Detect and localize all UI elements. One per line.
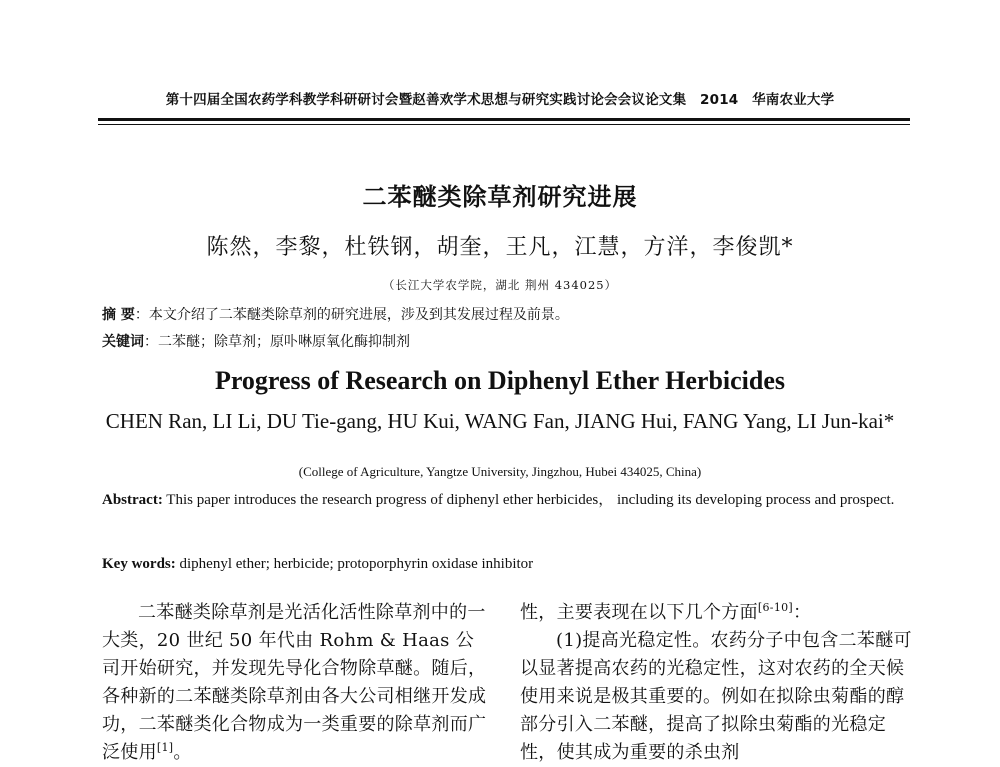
english-abstract (102, 485, 902, 515)
english-abstract-label: Abstract: (102, 492, 163, 508)
chinese-keywords-text: ：二苯醚；除草剂；原卟啉原氧化酶抑制剂 (144, 334, 410, 350)
chinese-keywords-label: 关键词 (102, 334, 144, 350)
chinese-authors: 陈然，李黎，杜铁钢，胡奎，王凡，江慧，方洋，李俊凯* (206, 235, 794, 260)
english-abstract-text: This paper introduces the research progress of diphenyl ether herbicides， including its developing process and prospect. (162, 492, 895, 508)
citation-ref: [6-10] (757, 601, 794, 614)
body-column-left (102, 599, 492, 767)
chinese-abstract-label: 摘 要 (102, 307, 135, 323)
citation-ref: [1] (156, 741, 174, 754)
header-rule-thin (98, 124, 910, 125)
chinese-abstract (102, 304, 569, 324)
english-affiliation: (College of Agriculture, Yangtze University, Jingzhou, Hubei 434025, China) (298, 464, 702, 479)
english-title: Progress of Research on Diphenyl Ether Herbicides (214, 366, 786, 395)
chinese-affiliation: （长江大学农学院，湖北 荆州 434025） (382, 278, 618, 292)
body-text: 。 (173, 742, 192, 763)
body-paragraph: (1)提高光稳定性。农药分子中包含二苯醚可以显著提高农药的光稳定性，这对农药的全天候使用来说是极其重要的。例如在拟除虫菊酯的醇部分引入二苯醚，提高了拟除虫菊酯的光稳定性，使其成为重要的杀虫剂 (520, 630, 912, 763)
chinese-abstract-text: ：本文介绍了二苯醚类除草剂的研究进展，涉及到其发展过程及前景。 (134, 307, 569, 323)
header-rule-thick (98, 118, 910, 121)
body-text: ： (793, 602, 812, 623)
body-paragraph (520, 599, 912, 627)
body-text: 二苯醚类除草剂是光活化活性除草剂中的一大类，20 世纪 50 年代由 Rohm & Haas 公司开始研究，并发现先导化合物除草醚。随后，各种新的二苯醚类除草剂由各大公司相继开发成功，二苯醚类化合物成为一类重要的除草剂而广泛使用 (102, 602, 487, 763)
body-paragraph (102, 599, 492, 767)
english-keywords-label: Key words: (102, 556, 176, 572)
english-keywords (102, 556, 533, 573)
chinese-title: 二苯醚类除草剂研究进展 (362, 183, 638, 211)
body-text: 性，主要表现在以下几个方面 (520, 602, 758, 623)
chinese-keywords (102, 331, 410, 351)
body-column-right (520, 599, 912, 767)
english-keywords-text: diphenyl ether; herbicide; protoporphyrin oxidase inhibitor (175, 556, 534, 572)
running-header: 第十四届全国农药学科教学科研研讨会暨赵善欢学术思想与研究实践讨论会会议论文集 2014 华南农业大学 (165, 92, 835, 108)
english-authors: CHEN Ran, LI Li, DU Tie-gang, HU Kui, WANG Fan, JIANG Hui, FANG Yang, LI Jun-kai* (105, 409, 895, 433)
